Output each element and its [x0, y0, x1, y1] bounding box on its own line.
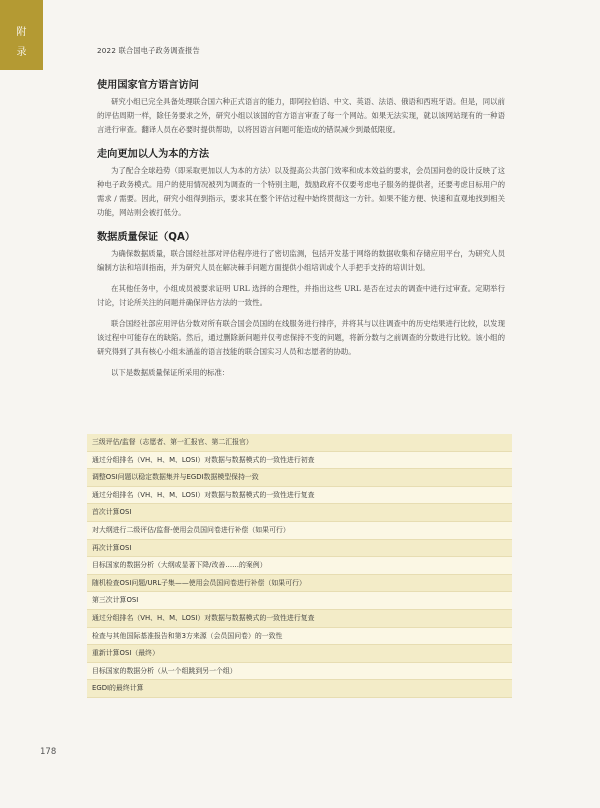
- appendix-tab: [0, 0, 43, 70]
- table-row: 随机检查OSI问题/URL子集——使用会员国问卷进行补偿（如果可行）: [87, 575, 512, 593]
- paragraph-qa-1: 为确保数据质量，联合国经社部对评估程序进行了密切监测，包括开发基于网络的数据收集和存储应用平台，为研究人员编制方法和培训指南，并为研究人员在解决棘手问题方面提供小组培训或个人手把手支持的培训计划。: [97, 249, 505, 272]
- table-row: 首次计算OSI: [87, 504, 512, 522]
- section-heading-qa: 数据质量保证（QA）: [97, 232, 196, 243]
- table-row: 目标国家的数据分析（大纲或显著下降/改善……的案例）: [87, 557, 512, 575]
- section-heading-people-centred: 走向更加以人为本的方法: [97, 149, 210, 160]
- appendix-tab-char-1: 附: [16, 27, 27, 38]
- table-row: 三级评估/监督（志愿者、第一汇报官、第二汇报官）: [87, 434, 512, 452]
- paragraph-qa-2: 在其他任务中，小组成员被要求证明 URL 选择的合理性，并指出这些 URL 是否在过去的调查中进行过审查。定期举行讨论，讨论所关注的问题并确保评估方法的一致性。: [97, 284, 505, 307]
- table-row: 对大纲进行二级评估/监督-使用会员国问卷进行补偿（如果可行）: [87, 522, 512, 540]
- qa-criteria-table: [87, 434, 512, 698]
- table-row: 调整OSI问题以稳定数据集并与EGDI数据模型保持一致: [87, 469, 512, 487]
- paragraph-language: 研究小组已完全具备处理联合国六种正式语言的能力，即阿拉伯语、中文、英语、法语、俄语和西班牙语。但是，同以前的评估周期一样，除任务要求之外，研究小组以该国的官方语言审查了每一个网站。如果无法实现，就以该网站现有的一种语言进行审查。翻译人员在必要时提供帮助，以将因语言问题可能造成的错误减少到最低限度。: [97, 97, 505, 134]
- table-row: 通过分组排名（VH、H、M、LOSI）对数据与数据模式的一致性进行初查: [87, 452, 512, 470]
- paragraph-people-centred: 为了配合全球趋势（即采取更加以人为本的方法）以及提高公共部门效率和成本效益的要求，会员国问卷的设计反映了这种电子政务模式。用户的使用情况被列为调查的一个特别主题，鼓励政府不仅要考虑电子服务的提供者，还要考虑目标用户的需求 / 需要。因此，研究小组得到指示，要求其在整个评估过程中始终贯彻这一方针。如果不能方便、快速和直观地找到相关功能，网站则会被打低分。: [97, 166, 505, 217]
- table-row: 通过分组排名（VH、H、M、LOSI）对数据与数据模式的一致性进行复查: [87, 610, 512, 628]
- section-heading-language: 使用国家官方语言访问: [97, 80, 199, 91]
- appendix-tab-char-2: 录: [16, 47, 27, 58]
- table-row: 第三次计算OSI: [87, 592, 512, 610]
- page-number: 178: [40, 747, 57, 757]
- paragraph-qa-4: 以下是数据质量保证所采用的标准：: [111, 368, 230, 377]
- table-row: 检查与其他国际基准报告和第3方来源（会员国问卷）的一致性: [87, 628, 512, 646]
- table-row: 再次计算OSI: [87, 540, 512, 558]
- running-header: 2022 联合国电子政务调查报告: [97, 46, 200, 55]
- paragraph-qa-3: 联合国经社部应用评估分数对所有联合国会员国的在线服务进行排序，并将其与以往调查中的历史结果进行比较，以发现该过程中可能存在的缺陷。然后，通过删除新问题并仅考虑保持不变的问题，将新分数与之前调查的分数进行比较。该小组的研究得到了具有核心小组未涵盖的语言技能的联合国实习人员和志愿者的协助。: [97, 319, 505, 356]
- table-row: 重新计算OSI（最终）: [87, 645, 512, 663]
- table-row: 通过分组排名（VH、H、M、LOSI）对数据与数据模式的一致性进行复查: [87, 487, 512, 505]
- table-row: EGDI的最终计算: [87, 680, 512, 698]
- main-content: [97, 76, 505, 380]
- table-row: 目标国家的数据分析（从一个组跳到另一个组）: [87, 663, 512, 681]
